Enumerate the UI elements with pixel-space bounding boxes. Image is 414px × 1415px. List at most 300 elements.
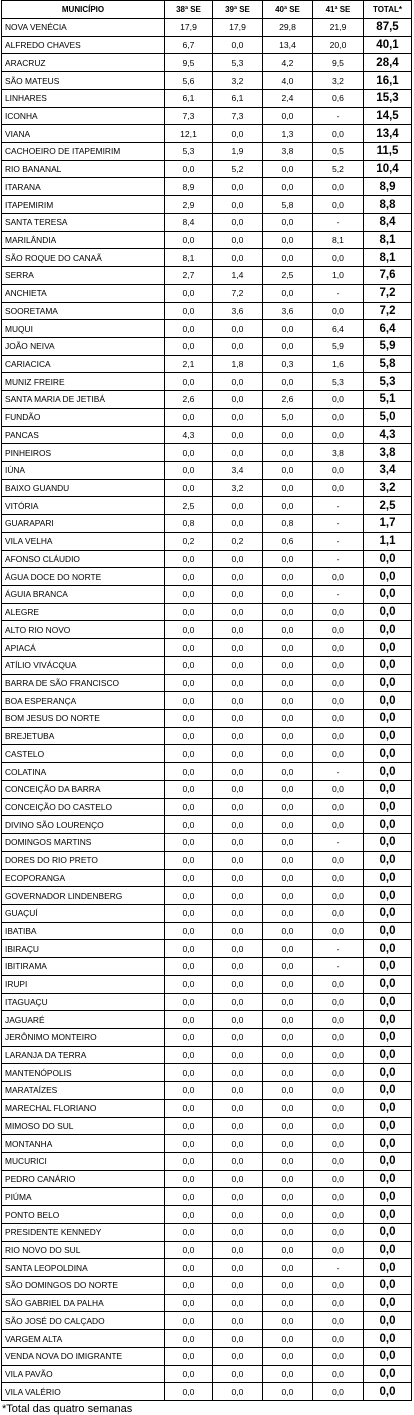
cell-41-se: 5,3 <box>313 373 364 391</box>
cell-municipio: SANTA LEOPOLDINA <box>2 1259 165 1277</box>
cell-municipio: VENDA NOVA DO IMIGRANTE <box>2 1347 165 1365</box>
table-row <box>2 160 412 178</box>
cell-38-se: 0,0 <box>165 745 213 763</box>
cell-total: 0,0 <box>364 710 412 728</box>
cell-total: 0,0 <box>364 568 412 586</box>
cell-38-se: 0,0 <box>165 1135 213 1153</box>
cell-41-se: 1,0 <box>313 267 364 285</box>
cell-38-se: 12,1 <box>165 125 213 143</box>
cell-39-se: 0,2 <box>213 532 263 550</box>
cell-municipio: PRESIDENTE KENNEDY <box>2 1223 165 1241</box>
cell-40-se: 2,4 <box>263 89 313 107</box>
cell-39-se: 3,6 <box>213 302 263 320</box>
cell-41-se: 0,0 <box>313 621 364 639</box>
cell-38-se: 0,0 <box>165 1117 213 1135</box>
cell-39-se: 0,0 <box>213 798 263 816</box>
table-row <box>2 1099 412 1117</box>
cell-total: 0,0 <box>364 1028 412 1046</box>
cell-38-se: 0,0 <box>165 887 213 905</box>
cell-40-se: 3,8 <box>263 143 313 161</box>
cell-41-se: 5,2 <box>313 160 364 178</box>
cell-39-se: 0,0 <box>213 1312 263 1330</box>
header-41-se: 41ª SE <box>313 1 364 19</box>
cell-39-se: 0,0 <box>213 1330 263 1348</box>
cell-40-se: 0,0 <box>263 213 313 231</box>
table-row <box>2 1312 412 1330</box>
cell-total: 0,0 <box>364 1241 412 1259</box>
cell-municipio: VIANA <box>2 125 165 143</box>
cell-41-se: 0,0 <box>313 816 364 834</box>
table-row <box>2 532 412 550</box>
cell-total: 0,0 <box>364 816 412 834</box>
cell-39-se: 7,2 <box>213 284 263 302</box>
cell-38-se: 0,0 <box>165 674 213 692</box>
cell-total: 10,4 <box>364 160 412 178</box>
cell-40-se: 0,0 <box>263 497 313 515</box>
cell-municipio: DIVINO SÃO LOURENÇO <box>2 816 165 834</box>
cell-41-se: 0,0 <box>313 1153 364 1171</box>
cell-38-se: 0,0 <box>165 710 213 728</box>
cell-39-se: 0,0 <box>213 1259 263 1277</box>
table-row <box>2 196 412 214</box>
cell-39-se: 0,0 <box>213 1241 263 1259</box>
cell-total: 0,0 <box>364 550 412 568</box>
cell-total: 5,8 <box>364 355 412 373</box>
cell-39-se: 0,0 <box>213 178 263 196</box>
cell-municipio: DORES DO RIO PRETO <box>2 851 165 869</box>
cell-total: 0,0 <box>364 1277 412 1295</box>
cell-39-se: 0,0 <box>213 1135 263 1153</box>
cell-40-se: 0,0 <box>263 975 313 993</box>
table-row <box>2 1046 412 1064</box>
cell-municipio: BOA ESPERANÇA <box>2 692 165 710</box>
cell-total: 0,0 <box>364 727 412 745</box>
cell-38-se: 0,0 <box>165 1064 213 1082</box>
cell-39-se: 0,0 <box>213 249 263 267</box>
cell-total: 1,1 <box>364 532 412 550</box>
cell-municipio: BREJETUBA <box>2 727 165 745</box>
cell-total: 0,0 <box>364 1011 412 1029</box>
table-row <box>2 479 412 497</box>
cell-total: 0,0 <box>364 1099 412 1117</box>
table-row <box>2 391 412 409</box>
cell-39-se: 0,0 <box>213 1011 263 1029</box>
cell-39-se: 0,0 <box>213 922 263 940</box>
table-row <box>2 816 412 834</box>
cell-41-se: 0,0 <box>313 1347 364 1365</box>
cell-38-se: 6,1 <box>165 89 213 107</box>
cell-41-se: 0,0 <box>313 1294 364 1312</box>
cell-38-se: 0,0 <box>165 1241 213 1259</box>
cell-41-se: 0,6 <box>313 89 364 107</box>
cell-municipio: BOM JESUS DO NORTE <box>2 710 165 728</box>
table-row <box>2 213 412 231</box>
cell-41-se: 3,8 <box>313 444 364 462</box>
cell-municipio: APIACÁ <box>2 639 165 657</box>
cell-39-se: 0,0 <box>213 692 263 710</box>
cell-municipio: ECOPORANGA <box>2 869 165 887</box>
cell-38-se: 0,0 <box>165 958 213 976</box>
table-row <box>2 89 412 107</box>
cell-41-se: 0,0 <box>313 869 364 887</box>
table-row <box>2 461 412 479</box>
table-row <box>2 1153 412 1171</box>
cell-total: 0,0 <box>364 745 412 763</box>
cell-41-se: 0,0 <box>313 851 364 869</box>
cell-municipio: BARRA DE SÃO FRANCISCO <box>2 674 165 692</box>
cell-38-se: 0,0 <box>165 993 213 1011</box>
cell-39-se: 0,0 <box>213 975 263 993</box>
table-row <box>2 1117 412 1135</box>
cell-municipio: SANTA TERESA <box>2 213 165 231</box>
cell-municipio: LARANJA DA TERRA <box>2 1046 165 1064</box>
cell-40-se: 2,5 <box>263 267 313 285</box>
cell-41-se: 0,0 <box>313 710 364 728</box>
cell-municipio: ALEGRE <box>2 603 165 621</box>
cell-41-se: 0,0 <box>313 1011 364 1029</box>
cell-40-se: 0,0 <box>263 249 313 267</box>
cell-39-se: 5,2 <box>213 160 263 178</box>
cell-39-se: 0,0 <box>213 621 263 639</box>
cell-municipio: GUARAPARI <box>2 515 165 533</box>
cell-39-se: 0,0 <box>213 603 263 621</box>
cell-40-se: 0,0 <box>263 745 313 763</box>
table-row <box>2 1383 412 1401</box>
cell-41-se: 0,5 <box>313 143 364 161</box>
cell-40-se: 0,0 <box>263 1294 313 1312</box>
cell-38-se: 0,0 <box>165 780 213 798</box>
cell-40-se: 0,0 <box>263 674 313 692</box>
cell-40-se: 0,0 <box>263 639 313 657</box>
cell-39-se: 0,0 <box>213 834 263 852</box>
cell-40-se: 0,0 <box>263 1188 313 1206</box>
cell-41-se: 0,0 <box>313 125 364 143</box>
cell-39-se: 0,0 <box>213 497 263 515</box>
cell-39-se: 0,0 <box>213 213 263 231</box>
cell-41-se: - <box>313 550 364 568</box>
cell-municipio: DOMINGOS MARTINS <box>2 834 165 852</box>
cell-39-se: 0,0 <box>213 639 263 657</box>
cell-total: 5,9 <box>364 337 412 355</box>
cell-total: 0,0 <box>364 1170 412 1188</box>
cell-39-se: 0,0 <box>213 1365 263 1383</box>
cell-41-se: 0,0 <box>313 1312 364 1330</box>
table-row <box>2 1259 412 1277</box>
cell-40-se: 0,0 <box>263 107 313 125</box>
cell-total: 3,8 <box>364 444 412 462</box>
cell-40-se: 0,0 <box>263 904 313 922</box>
cell-40-se: 0,0 <box>263 851 313 869</box>
cell-41-se: 0,0 <box>313 639 364 657</box>
cell-38-se: 0,0 <box>165 1294 213 1312</box>
table-row <box>2 125 412 143</box>
cell-41-se: 20,0 <box>313 36 364 54</box>
cell-total: 0,0 <box>364 1294 412 1312</box>
table-header-row <box>2 1 412 19</box>
cell-39-se: 0,0 <box>213 1153 263 1171</box>
cell-41-se: 0,0 <box>313 1241 364 1259</box>
table-row <box>2 267 412 285</box>
cell-total: 5,0 <box>364 408 412 426</box>
cell-municipio: RIO BANANAL <box>2 160 165 178</box>
cell-41-se: 0,0 <box>313 1170 364 1188</box>
cell-municipio: PIÚMA <box>2 1188 165 1206</box>
cell-38-se: 0,0 <box>165 444 213 462</box>
cell-39-se: 0,0 <box>213 1347 263 1365</box>
cell-38-se: 0,0 <box>165 1277 213 1295</box>
cell-40-se: 0,0 <box>263 692 313 710</box>
cell-municipio: SOORETAMA <box>2 302 165 320</box>
header-38-se: 38ª SE <box>165 1 213 19</box>
table-row <box>2 674 412 692</box>
cell-municipio: VILA VELHA <box>2 532 165 550</box>
cell-39-se: 0,0 <box>213 1099 263 1117</box>
cell-40-se: 0,0 <box>263 887 313 905</box>
table-row <box>2 550 412 568</box>
cell-39-se: 0,0 <box>213 710 263 728</box>
cell-39-se: 3,2 <box>213 72 263 90</box>
cell-municipio: SERRA <box>2 267 165 285</box>
cell-39-se: 0,0 <box>213 426 263 444</box>
cell-41-se: 0,0 <box>313 302 364 320</box>
table-row <box>2 1365 412 1383</box>
table-row <box>2 19 412 37</box>
cell-38-se: 0,0 <box>165 160 213 178</box>
cell-39-se: 0,0 <box>213 320 263 338</box>
cell-total: 0,0 <box>364 1064 412 1082</box>
cell-40-se: 0,0 <box>263 426 313 444</box>
cell-41-se: - <box>313 834 364 852</box>
cell-municipio: SANTA MARIA DE JETIBÁ <box>2 391 165 409</box>
cell-total: 0,0 <box>364 603 412 621</box>
cell-41-se: - <box>313 1259 364 1277</box>
cell-39-se: 0,0 <box>213 851 263 869</box>
cell-total: 8,1 <box>364 249 412 267</box>
cell-municipio: MONTANHA <box>2 1135 165 1153</box>
cell-39-se: 0,0 <box>213 816 263 834</box>
cell-total: 0,0 <box>364 975 412 993</box>
cell-41-se: 0,0 <box>313 1064 364 1082</box>
table-row <box>2 621 412 639</box>
cell-39-se: 0,0 <box>213 745 263 763</box>
cell-municipio: GOVERNADOR LINDENBERG <box>2 887 165 905</box>
table-row <box>2 426 412 444</box>
cell-municipio: SÃO DOMINGOS DO NORTE <box>2 1277 165 1295</box>
cell-38-se: 0,0 <box>165 975 213 993</box>
cell-40-se: 0,0 <box>263 1117 313 1135</box>
cell-total: 0,0 <box>364 887 412 905</box>
cell-municipio: IBITIRAMA <box>2 958 165 976</box>
cell-41-se: 0,0 <box>313 178 364 196</box>
cell-38-se: 0,0 <box>165 231 213 249</box>
cell-40-se: 3,6 <box>263 302 313 320</box>
cell-40-se: 29,8 <box>263 19 313 37</box>
table-row <box>2 727 412 745</box>
cell-municipio: MUNIZ FREIRE <box>2 373 165 391</box>
cell-40-se: 0,0 <box>263 1347 313 1365</box>
cell-municipio: ALTO RIO NOVO <box>2 621 165 639</box>
cell-total: 0,0 <box>364 1082 412 1100</box>
cell-40-se: 0,0 <box>263 603 313 621</box>
cell-38-se: 0,0 <box>165 550 213 568</box>
cell-38-se: 0,0 <box>165 798 213 816</box>
table-row <box>2 851 412 869</box>
cell-41-se: 0,0 <box>313 249 364 267</box>
table-row <box>2 710 412 728</box>
cell-total: 0,0 <box>364 639 412 657</box>
cell-municipio: SÃO JOSÉ DO CALÇADO <box>2 1312 165 1330</box>
cell-38-se: 0,2 <box>165 532 213 550</box>
cell-municipio: SÃO ROQUE DO CANAÃ <box>2 249 165 267</box>
cell-38-se: 0,0 <box>165 1383 213 1401</box>
cell-total: 87,5 <box>364 19 412 37</box>
cell-38-se: 0,0 <box>165 320 213 338</box>
cell-municipio: ANCHIETA <box>2 284 165 302</box>
cell-38-se: 0,0 <box>165 1028 213 1046</box>
table-row <box>2 887 412 905</box>
cell-total: 0,0 <box>364 692 412 710</box>
cell-39-se: 7,3 <box>213 107 263 125</box>
cell-total: 0,0 <box>364 586 412 604</box>
cell-38-se: 0,0 <box>165 1099 213 1117</box>
cell-41-se: 0,0 <box>313 1117 364 1135</box>
cell-38-se: 0,0 <box>165 1188 213 1206</box>
cell-40-se: 0,0 <box>263 1064 313 1082</box>
cell-38-se: 0,0 <box>165 1223 213 1241</box>
cell-41-se: 0,0 <box>313 196 364 214</box>
table-row <box>2 1277 412 1295</box>
cell-38-se: 2,5 <box>165 497 213 515</box>
cell-39-se: 0,0 <box>213 887 263 905</box>
table-row <box>2 249 412 267</box>
cell-38-se: 0,0 <box>165 922 213 940</box>
cell-41-se: - <box>313 284 364 302</box>
cell-total: 11,5 <box>364 143 412 161</box>
cell-40-se: 0,0 <box>263 710 313 728</box>
cell-municipio: VARGEM ALTA <box>2 1330 165 1348</box>
cell-38-se: 0,0 <box>165 1082 213 1100</box>
cell-municipio: JERÔNIMO MONTEIRO <box>2 1028 165 1046</box>
cell-39-se: 0,0 <box>213 1188 263 1206</box>
cell-40-se: 0,0 <box>263 621 313 639</box>
table-body <box>2 19 412 1401</box>
cell-municipio: PINHEIROS <box>2 444 165 462</box>
cell-total: 28,4 <box>364 54 412 72</box>
cell-40-se: 0,0 <box>263 763 313 781</box>
table-row <box>2 497 412 515</box>
cell-40-se: 0,0 <box>263 1223 313 1241</box>
cell-41-se: 0,0 <box>313 1082 364 1100</box>
cell-40-se: 0,0 <box>263 444 313 462</box>
cell-41-se: 0,0 <box>313 993 364 1011</box>
cell-41-se: 0,0 <box>313 1383 364 1401</box>
cell-40-se: 0,0 <box>263 869 313 887</box>
cell-municipio: MARILÂNDIA <box>2 231 165 249</box>
cell-municipio: IBATIBA <box>2 922 165 940</box>
table-row <box>2 780 412 798</box>
cell-39-se: 0,0 <box>213 1046 263 1064</box>
cell-municipio: ITAGUAÇU <box>2 993 165 1011</box>
header-40-se: 40ª SE <box>263 1 313 19</box>
cell-41-se: - <box>313 497 364 515</box>
cell-39-se: 3,2 <box>213 479 263 497</box>
table-row <box>2 408 412 426</box>
cell-41-se: - <box>313 940 364 958</box>
cell-39-se: 0,0 <box>213 125 263 143</box>
cell-41-se: - <box>313 763 364 781</box>
cell-total: 0,0 <box>364 1223 412 1241</box>
cell-41-se: 0,0 <box>313 1135 364 1153</box>
cell-total: 0,0 <box>364 798 412 816</box>
cell-total: 0,0 <box>364 904 412 922</box>
cell-41-se: 0,0 <box>313 1365 364 1383</box>
table-row <box>2 355 412 373</box>
table-row <box>2 444 412 462</box>
cell-41-se: 0,0 <box>313 568 364 586</box>
table-row <box>2 515 412 533</box>
cell-39-se: 1,4 <box>213 267 263 285</box>
cell-38-se: 0,0 <box>165 1011 213 1029</box>
cell-40-se: 2,6 <box>263 391 313 409</box>
cell-38-se: 0,0 <box>165 1312 213 1330</box>
cell-40-se: 0,6 <box>263 532 313 550</box>
cell-municipio: SÃO GABRIEL DA PALHA <box>2 1294 165 1312</box>
cell-municipio: RIO NOVO DO SUL <box>2 1241 165 1259</box>
cell-municipio: ÁGUA DOCE DO NORTE <box>2 568 165 586</box>
cell-total: 7,6 <box>364 267 412 285</box>
cell-total: 8,4 <box>364 213 412 231</box>
cell-total: 8,8 <box>364 196 412 214</box>
cell-municipio: MANTENÓPOLIS <box>2 1064 165 1082</box>
cell-39-se: 17,9 <box>213 19 263 37</box>
cell-40-se: 0,0 <box>263 337 313 355</box>
cell-40-se: 0,0 <box>263 284 313 302</box>
cell-40-se: 0,0 <box>263 780 313 798</box>
cell-total: 0,0 <box>364 1347 412 1365</box>
cell-39-se: 0,0 <box>213 1117 263 1135</box>
table-row <box>2 958 412 976</box>
cell-40-se: 0,0 <box>263 1028 313 1046</box>
table-row <box>2 586 412 604</box>
table-row <box>2 1294 412 1312</box>
cell-38-se: 8,1 <box>165 249 213 267</box>
table-row <box>2 1241 412 1259</box>
cell-38-se: 0,0 <box>165 1347 213 1365</box>
cell-municipio: CARIACICA <box>2 355 165 373</box>
cell-41-se: - <box>313 213 364 231</box>
table-row <box>2 178 412 196</box>
cell-40-se: 0,0 <box>263 461 313 479</box>
table-row <box>2 36 412 54</box>
cell-38-se: 0,0 <box>165 337 213 355</box>
cell-38-se: 0,0 <box>165 568 213 586</box>
cell-41-se: 0,0 <box>313 975 364 993</box>
cell-41-se: 3,2 <box>313 72 364 90</box>
cell-municipio: PONTO BELO <box>2 1206 165 1224</box>
cell-39-se: 0,0 <box>213 780 263 798</box>
table-row <box>2 639 412 657</box>
cell-total: 1,7 <box>364 515 412 533</box>
cell-total: 6,4 <box>364 320 412 338</box>
cell-39-se: 0,0 <box>213 231 263 249</box>
cell-38-se: 0,0 <box>165 479 213 497</box>
cell-total: 0,0 <box>364 1046 412 1064</box>
cell-39-se: 0,0 <box>213 515 263 533</box>
cell-41-se: 9,5 <box>313 54 364 72</box>
cell-municipio: IBIRAÇU <box>2 940 165 958</box>
cell-41-se: 0,0 <box>313 426 364 444</box>
cell-40-se: 0,0 <box>263 1365 313 1383</box>
